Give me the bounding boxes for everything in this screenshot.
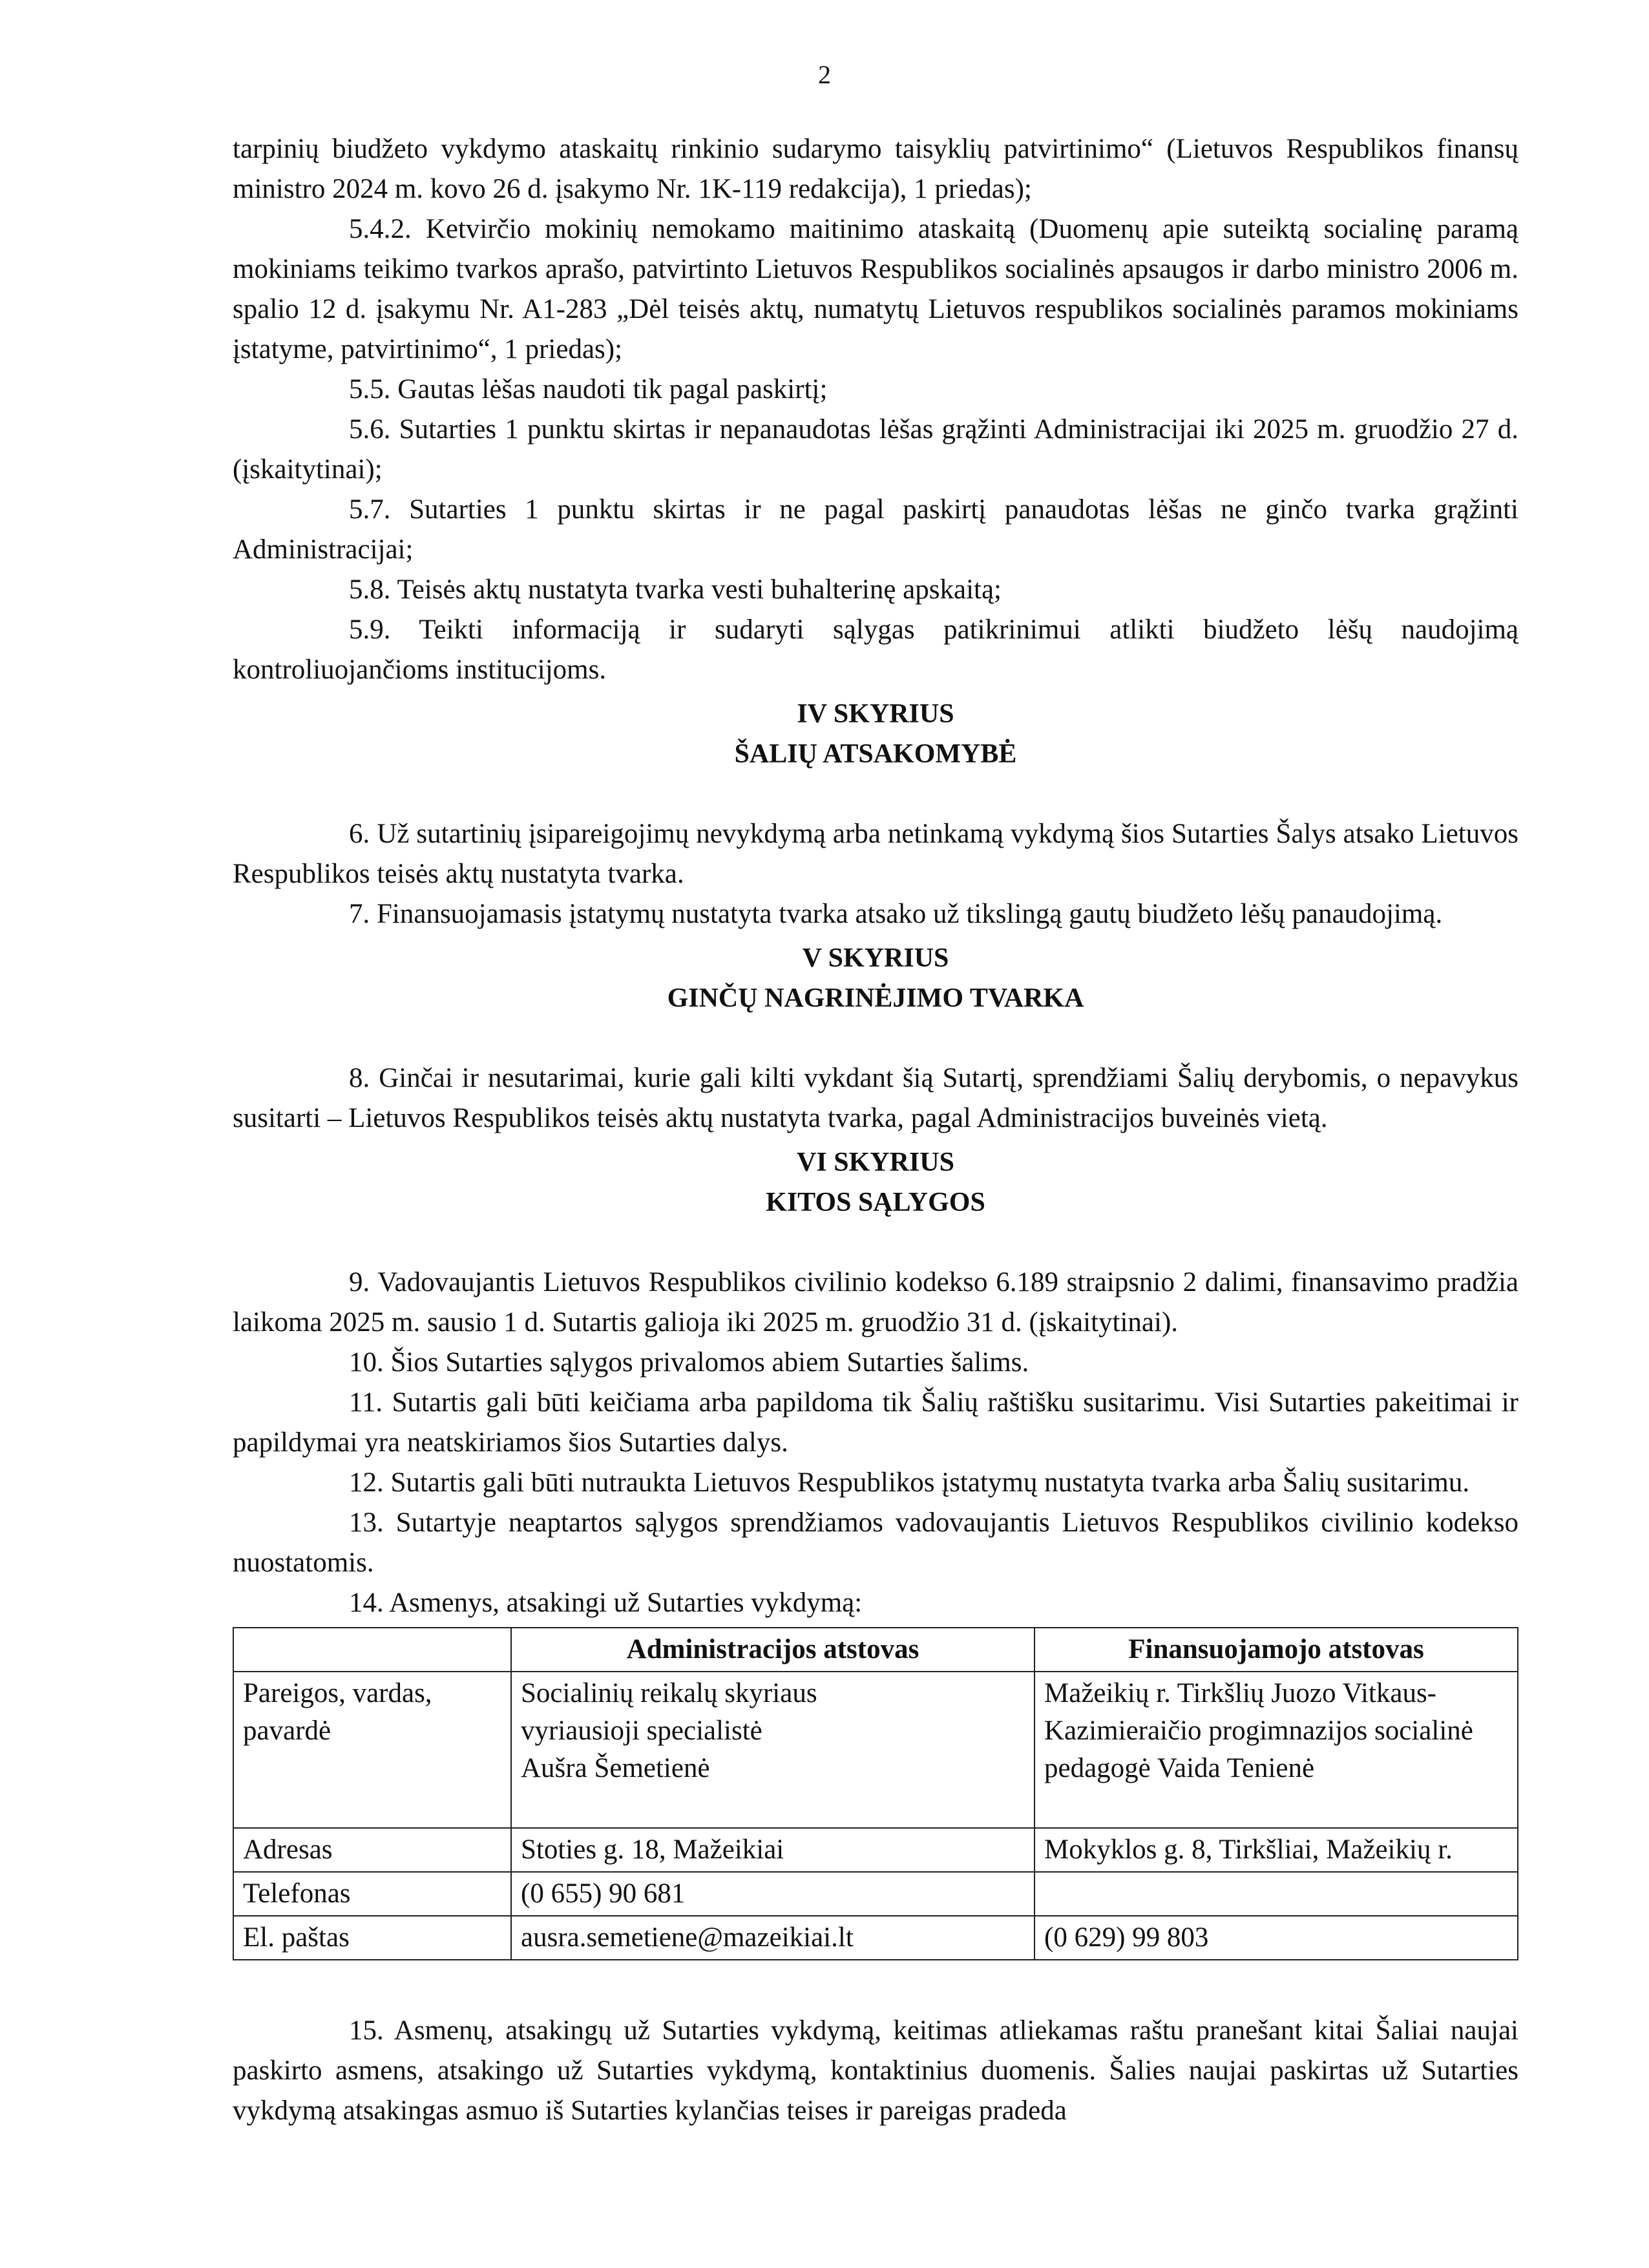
admin-position: vyriausioji specialistė	[521, 1716, 762, 1746]
row-address-label: Adresas	[233, 1828, 511, 1872]
header-fin: Finansuojamojo atstovas	[1035, 1628, 1518, 1672]
paragraph-continuation: tarpinių biudžeto vykdymo ataskaitų rinkinio sudarymo taisyklių patvirtinimo“ (Lietuvos Respublikos finansų ministro 2024 m. kovo 26 d. įsakymo Nr. 1K-119 redakcija), 1 priedas);	[233, 134, 1518, 204]
paragraph-7: 7. Finansuojamasis įstatymų nustatyta tvarka atsako už tikslingą gautų biudžeto lėšų panaudojimą.	[349, 899, 1443, 929]
section-4-number: IV SKYRIUS	[797, 699, 954, 729]
paragraph-12: 12. Sutartis gali būti nutraukta Lietuvos Respublikos įstatymų nustatyta tvarka arba Šalių susitarimu.	[349, 1467, 1470, 1498]
table-row	[233, 1672, 1518, 1828]
paragraph-14: 14. Asmenys, atsakingi už Sutarties vykdymą:	[349, 1588, 863, 1618]
fin-name-cell: Mažeikių r. Tirkšlių Juozo Vitkaus-Kazimieraičio progimnazijos socialinė pedagogė Vaida Tenienė	[1035, 1672, 1518, 1828]
paragraph-5-9: 5.9. Teikti informaciją ir sudaryti sąlygas patikrinimui atlikti biudžeto lėšų naudojimą kontroliuojančioms institucijoms.	[233, 614, 1518, 685]
paragraph-10: 10. Šios Sutarties sąlygos privalomos abiem Sutarties šalims.	[349, 1347, 1029, 1378]
admin-phone: (0 655) 90 681	[511, 1872, 1035, 1916]
paragraph-13: 13. Sutartyje neaptartos sąlygos sprendžiamos vadovaujantis Lietuvos Respublikos civilinio kodekso nuostatomis.	[233, 1507, 1518, 1578]
paragraph-5-7: 5.7. Sutarties 1 punktu skirtas ir ne pagal paskirtį panaudotas lėšas ne ginčo tvarka grąžinti Administracijai;	[233, 494, 1518, 565]
admin-address: Stoties g. 18, Mažeikiai	[511, 1828, 1035, 1872]
section-4-title: ŠALIŲ ATSAKOMYBĖ	[734, 739, 1017, 769]
page-number: 2	[818, 60, 831, 89]
table-row	[233, 1828, 1518, 1872]
admin-name-cell	[511, 1672, 1035, 1828]
row-phone-label: Telefonas	[233, 1872, 511, 1916]
header-admin: Administracijos atstovas	[511, 1628, 1035, 1672]
section-5-title: GINČŲ NAGRINĖJIMO TVARKA	[667, 983, 1084, 1013]
paragraph-5-8: 5.8. Teisės aktų nustatyta tvarka vesti buhalterinę apskaitą;	[349, 574, 1002, 605]
paragraph-8: 8. Ginčai ir nesutarimai, kurie gali kilti vykdant šią Sutartį, sprendžiami Šalių derybomis, o nepavykus susitarti – Lietuvos Respublikos teisės aktų nustatyta tvarka, pagal Administracijos buveinės vietą.	[233, 1063, 1518, 1133]
row-name-label: Pareigos, vardas, pavardė	[233, 1672, 511, 1828]
document-body	[233, 129, 1518, 2131]
table-row	[233, 1872, 1518, 1916]
section-5-number: V SKYRIUS	[802, 943, 949, 973]
section-6-title: KITOS SĄLYGOS	[766, 1188, 985, 1217]
paragraph-9: 9. Vadovaujantis Lietuvos Respublikos civilinio kodekso 6.189 straipsnio 2 dalimi, finansavimo pradžia laikoma 2025 m. sausio 1 d. Sutartis galioja iki 2025 m. gruodžio 31 d. (įskaitytinai).	[233, 1267, 1518, 1338]
contacts-table	[233, 1627, 1518, 1960]
fin-phone-empty	[1035, 1872, 1518, 1916]
admin-department: Socialinių reikalų skyriaus	[521, 1678, 817, 1708]
row-email-label: El. paštas	[233, 1916, 511, 1960]
paragraph-15: 15. Asmenų, atsakingų už Sutarties vykdymą, keitimas atliekamas raštu pranešant kitai Šaliai naujai paskirto asmens, atsakingo už Sutarties vykdymą, kontaktinius duomenis. Šalies naujai paskirtas už Sutarties vykdymą atsakingas asmuo iš Sutarties kylančias teises ir pareigas pradeda	[233, 2015, 1518, 2126]
section-6-number: VI SKYRIUS	[797, 1148, 954, 1177]
paragraph-5-4-2: 5.4.2. Ketvirčio mokinių nemokamo maitinimo ataskaitą (Duomenų apie suteiktą socialinę paramą mokiniams teikimo tvarkos aprašo, patvirtinto Lietuvos Respublikos socialinės apsaugos ir darbo ministro 2006 m. spalio 12 d. įsakymu Nr. A1-283 „Dėl teisės aktų, numatytų Lietuvos respublikos socialinės paramos mokiniams įstatyme, patvirtinimo“, 1 priedas);	[233, 214, 1518, 364]
admin-person: Aušra Šemetienė	[521, 1753, 710, 1783]
admin-email[interactable]: ausra.semetiene@mazeikiai.lt	[511, 1916, 1035, 1960]
paragraph-6: 6. Už sutartinių įsipareigojimų nevykdymą arba netinkamą vykdymą šios Sutarties Šalys atsako Lietuvos Respublikos teisės aktų nustatyta tvarka.	[233, 819, 1518, 889]
table-corner-cell	[233, 1628, 511, 1672]
fin-address: Mokyklos g. 8, Tirkšliai, Mažeikių r.	[1035, 1828, 1518, 1872]
table-header-row	[233, 1628, 1518, 1672]
paragraph-11: 11. Sutartis gali būti keičiama arba papildoma tik Šalių raštišku susitarimu. Visi Sutarties pakeitimai ir papildymai yra neatskiriamos šios Sutarties dalys.	[233, 1387, 1518, 1458]
paragraph-5-6: 5.6. Sutarties 1 punktu skirtas ir nepanaudotas lėšas grąžinti Administracijai iki 2025 m. gruodžio 27 d. (įskaitytinai);	[233, 414, 1518, 485]
paragraph-5-5: 5.5. Gautas lėšas naudoti tik pagal paskirtį;	[349, 374, 828, 404]
table-row	[233, 1916, 1518, 1960]
fin-phone: (0 629) 99 803	[1035, 1916, 1518, 1960]
